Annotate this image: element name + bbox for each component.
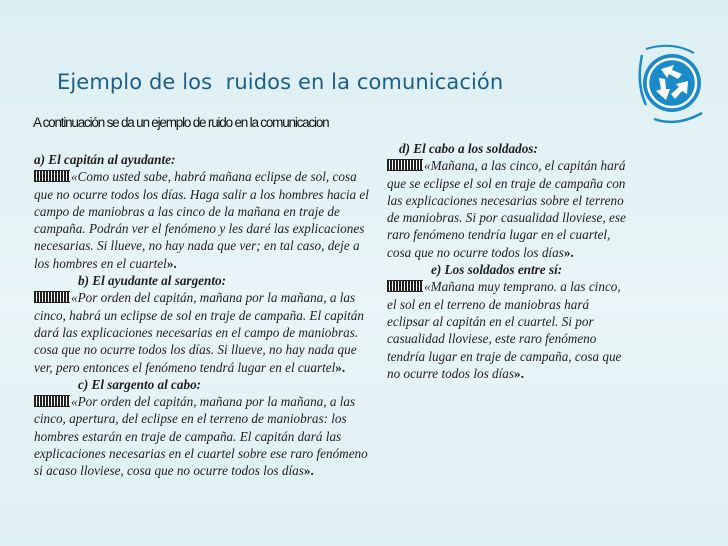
intro-text: A continuación se da un ejemplo de ruido en la comunicacion — [33, 115, 329, 130]
close-quote: ». — [303, 463, 314, 479]
close-quote: ». — [563, 244, 574, 260]
message-text: Como usted sabe, habrá mañana eclipse de sol, cosa que no ocurre todos los días. Haga salir a los hombres hacia el campo de maniobras a las cinco de la mañana en traje de campaña. Podrán ver el fenómeno y les daré las explicaciones necesarias. Si llueve, no hay nada que ver; en tal caso, deje a los hombres en el cuartel — [34, 169, 369, 271]
redacted-marker — [387, 159, 423, 171]
left-column — [34, 151, 370, 480]
message-heading: a) El capitán al ayudante: — [34, 152, 176, 167]
redacted-marker — [34, 291, 70, 303]
close-quote: ». — [514, 365, 524, 381]
message-heading: c) El sargento al cabo: — [78, 376, 202, 392]
message-c — [34, 376, 370, 480]
right-column — [387, 140, 627, 382]
open-quote: « — [71, 290, 78, 306]
redacted-marker — [34, 395, 70, 407]
message-e — [387, 261, 627, 382]
message-heading: b) El ayudante al sargento: — [78, 273, 226, 289]
message-heading: e) Los soldados entre sí: — [431, 262, 563, 278]
message-text: Por orden del capitán, mañana por la mañana, a las cinco, habrá un eclipse de sol en traje de campaña. El capitán dará las explicaciones necesarias en el campo de maniobras. cosa que no ocurre todos los días. Si llueve, no hay nada que ver, pero entonces el fenómeno tendrá lugar en el cuartel — [34, 290, 364, 375]
recycle-logo-icon — [632, 43, 714, 125]
open-quote: « — [424, 279, 431, 295]
slide-title: Ejemplo de los ruidos en la comunicación — [57, 70, 504, 94]
open-quote: « — [71, 394, 78, 410]
message-heading: d) El cabo a los soldados: — [399, 141, 538, 156]
close-quote: ». — [166, 255, 177, 271]
message-b — [34, 272, 370, 376]
redacted-marker — [34, 170, 70, 182]
open-quote: « — [71, 169, 78, 185]
message-text: Mañana muy temprano. a las cinco, el sol en el terreno de maniobras hará eclipsar al capitán en el cuartel. Si por casualidad lloviese, este raro fenómeno tendría lugar en traje de campaña, cosa que no ocurre todos los días — [387, 279, 622, 381]
message-d — [387, 140, 627, 261]
message-a — [34, 151, 370, 272]
message-text: Mañana, a las cinco, el capitán hará que se eclipse el sol en traje de campaña con las explicaciones necesarias sobre el terreno de maniobras. Si por casualidad lloviese, ese raro fenómeno tendría lugar en el cuartel, cosa que no ocurre todos los días — [387, 158, 626, 260]
redacted-marker — [387, 280, 423, 292]
open-quote: « — [424, 158, 431, 174]
message-text: Por orden del capitán, mañana por la mañana, a las cinco, apertura, del eclipse en el terreno de maniobras: los hombres estarán en traje de campaña. El capitán dará las explicaciones necesarias en el cuartel sobre ese raro fenómeno si acaso lloviese, cosa que no ocurre todos los días — [34, 394, 368, 479]
close-quote: ». — [335, 359, 346, 375]
